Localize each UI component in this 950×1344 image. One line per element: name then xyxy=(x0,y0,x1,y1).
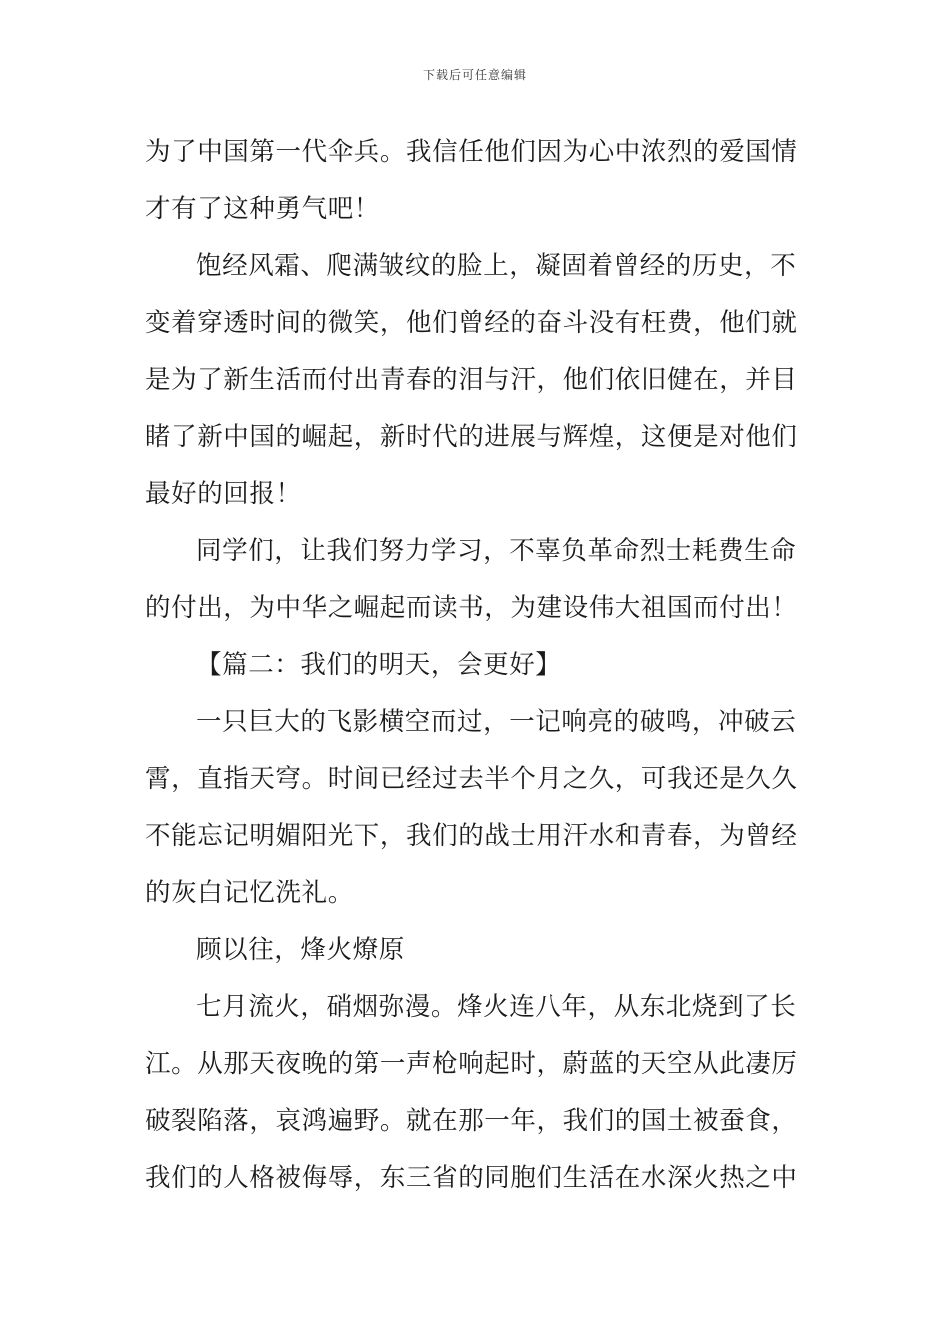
text-line: 江。从那天夜晚的第一声枪响起时，蔚蓝的天空从此凄厉 xyxy=(145,1049,798,1079)
text-line: 七月流火，硝烟弥漫。烽火连八年，从东北烧到了长 xyxy=(196,992,797,1022)
paragraph xyxy=(145,523,809,637)
text-line: 不能忘记明媚阳光下，我们的战士用汗水和青春，为曾经 xyxy=(145,821,798,851)
text-line: 同学们，让我们努力学习，不辜负革命烈士耗费生命 xyxy=(196,536,797,566)
text-line: 最好的回报！ xyxy=(145,479,302,509)
page-header: 下载后可任意编辑 xyxy=(422,68,527,82)
text-line: 是为了新生活而付出青春的泪与汗，他们依旧健在，并目 xyxy=(145,365,798,395)
text-line: 睹了新中国的崛起，新时代的进展与辉煌，这便是对他们 xyxy=(145,422,798,452)
paragraph xyxy=(145,124,809,238)
text-line: 的灰白记忆洗礼。 xyxy=(145,878,354,908)
text-line: 才有了这种勇气吧！ xyxy=(145,194,380,224)
text-line: 饱经风霜、爬满皱纹的脸上，凝固着曾经的历史，不 xyxy=(196,251,797,281)
document-body xyxy=(145,124,809,1207)
section-title: 【篇二：我们的明天，会更好】 xyxy=(196,650,562,680)
section-heading xyxy=(145,637,809,694)
text-line: 一只巨大的飞影横空而过，一记响亮的破鸣，冲破云 xyxy=(196,707,797,737)
text-line: 破裂陷落，哀鸿遍野。就在那一年，我们的国土被蚕食， xyxy=(145,1106,798,1136)
text-line: 霄，直指天穹。时间已经过去半个月之久，可我还是久久 xyxy=(145,764,798,794)
subheading-text: 顾以往，烽火燎原 xyxy=(196,935,405,965)
text-line: 变着穿透时间的微笑，他们曾经的奋斗没有枉费，他们就 xyxy=(145,308,798,338)
text-line: 的付出，为中华之崛起而读书，为建设伟大祖国而付出！ xyxy=(145,593,798,623)
text-line: 我们的人格被侮辱，东三省的同胞们生活在水深火热之中 xyxy=(145,1163,798,1193)
paragraph xyxy=(145,238,809,523)
subheading xyxy=(145,922,809,979)
text-line: 为了中国第一代伞兵。我信任他们因为心中浓烈的爱国情 xyxy=(145,137,798,167)
paragraph xyxy=(145,979,809,1207)
paragraph xyxy=(145,694,809,922)
